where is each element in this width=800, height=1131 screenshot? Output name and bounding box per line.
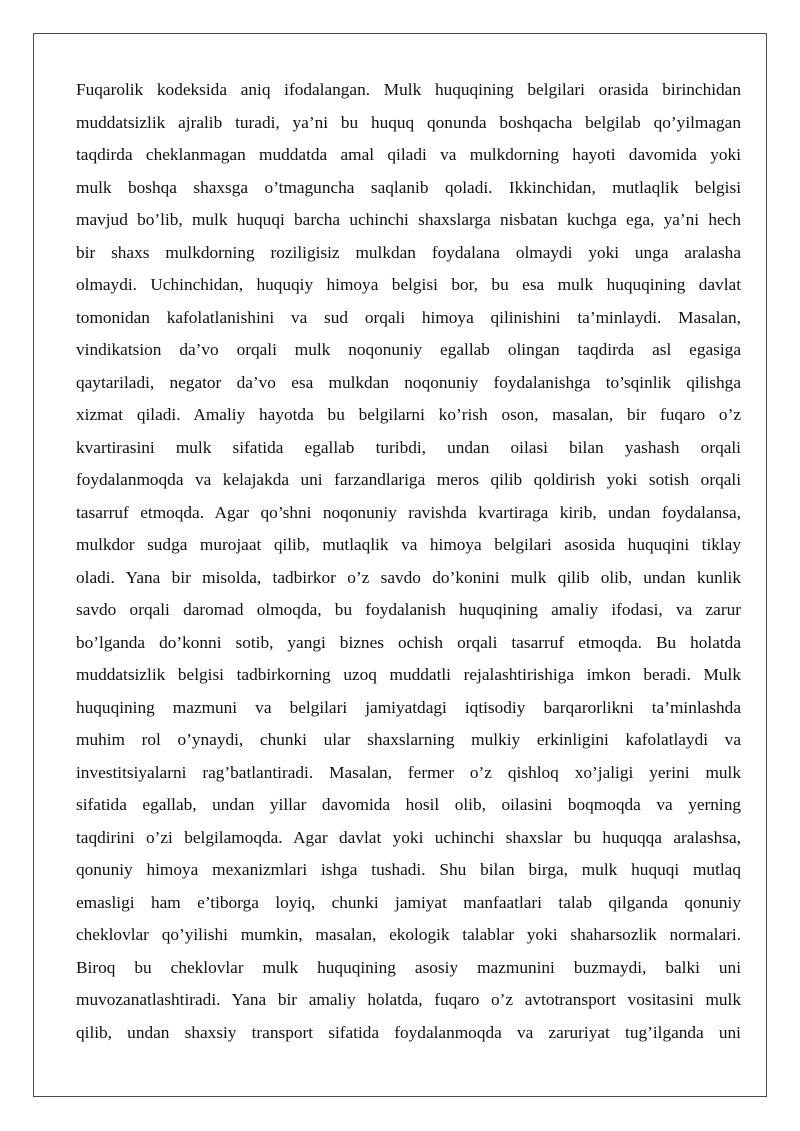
text-line: huquqining mazmuni va belgilari jamiyatdagi iqtisodiy barqarorlikni ta’minlashda <box>76 697 741 717</box>
text-line: oladi. Yana bir misolda, tadbirkor o’z savdo do’konini mulk qilib olib, undan kunlik <box>76 567 741 587</box>
text-line: bo’lganda do’konni sotib, yangi biznes ochish orqali tasarruf etmoqda. Bu holatda <box>76 632 741 652</box>
text-line: bir shaxs mulkdorning roziligisiz mulkdan foydalana olmaydi yoki unga aralasha <box>76 242 741 262</box>
text-line: mulk boshqa shaxsga o’tmaguncha saqlanib qoladi. Ikkinchidan, mutlaqlik belgisi <box>76 177 741 197</box>
text-line: savdo orqali daromad olmoqda, bu foydalanish huquqining amaliy ifodasi, va zarur <box>76 600 741 619</box>
body-text <box>76 74 741 1049</box>
text-line: Fuqarolik kodeksida aniq ifodalangan. Mulk huquqining belgilari orasida birinchidan <box>76 80 741 99</box>
text-line: mulkdor sudga murojaat qilib, mutlaqlik va himoya belgilari asosida huquqini tiklay <box>76 535 741 554</box>
text-line: foydalanmoqda va kelajakda uni farzandlariga meros qilib qoldirish yoki sotish orqali <box>76 470 741 489</box>
text-line: olmaydi. Uchinchidan, huquqiy himoya belgisi bor, bu esa mulk huquqining davlat <box>76 275 741 294</box>
text-line: taqdirda cheklanmagan muddatda amal qiladi va mulkdorning hayoti davomida yoki <box>76 145 741 164</box>
text-line: tomonidan kafolatlanishini va sud orqali himoya qilinishini ta’minlaydi. Masalan, <box>76 307 741 327</box>
text-line: investitsiyalarni rag’batlantiradi. Masalan, fermer o’z qishloq xo’jaligi yerini mulk <box>76 762 741 782</box>
text-line: qaytariladi, negator da’vo esa mulkdan noqonuniy foydalanishga to’sqinlik qilishga <box>76 372 741 392</box>
text-line: taqdirini o’zi belgilamoqda. Agar davlat yoki uchinchi shaxslar bu huquqqa aralashsa, <box>76 827 741 847</box>
text-line: mavjud bo’lib, mulk huquqi barcha uchinchi shaxslarga nisbatan kuchga ega, ya’ni hech <box>76 210 741 229</box>
text-line: xizmat qiladi. Amaliy hayotda bu belgilarni ko’rish oson, masalan, bir fuqaro o’z <box>76 405 741 424</box>
text-line: sifatida egallab, undan yillar davomida hosil olib, oilasini boqmoqda va yerning <box>76 795 741 814</box>
text-line: tasarruf etmoqda. Agar qo’shni noqonuniy ravishda kvartiraga kirib, undan foydalansa, <box>76 502 741 522</box>
text-line: cheklovlar qo’yilishi mumkin, masalan, ekologik talablar yoki shaharsozlik normalari. <box>76 925 741 944</box>
text-line: qonuniy himoya mexanizmlari ishga tushadi. Shu bilan birga, mulk huquqi mutlaq <box>76 860 741 879</box>
text-line: qilib, undan shaxsiy transport sifatida foydalanmoqda va zaruriyat tug’ilganda uni <box>76 1022 741 1042</box>
text-line: muddatsizlik belgisi tadbirkorning uzoq muddatli rejalashtirishiga imkon beradi. Mulk <box>76 665 741 684</box>
text-line: muhim rol o’ynaydi, chunki ular shaxslarning mulkiy erkinligini kafolatlaydi va <box>76 730 741 749</box>
text-line: kvartirasini mulk sifatida egallab turibdi, undan oilasi bilan yashash orqali <box>76 437 741 457</box>
text-line: muddatsizlik ajralib turadi, ya’ni bu huquq qonunda boshqacha belgilab qo’yilmagan <box>76 112 741 132</box>
text-line: vindikatsion da’vo orqali mulk noqonuniy egallab olingan taqdirda asl egasiga <box>76 340 741 359</box>
text-line: emasligi ham e’tiborga loyiq, chunki jamiyat manfaatlari talab qilganda qonuniy <box>76 892 741 912</box>
text-line: muvozanatlashtiradi. Yana bir amaliy holatda, fuqaro o’z avtotransport vositasini mulk <box>76 990 741 1009</box>
text-line: Biroq bu cheklovlar mulk huquqining asosiy mazmunini buzmaydi, balki uni <box>76 957 741 977</box>
